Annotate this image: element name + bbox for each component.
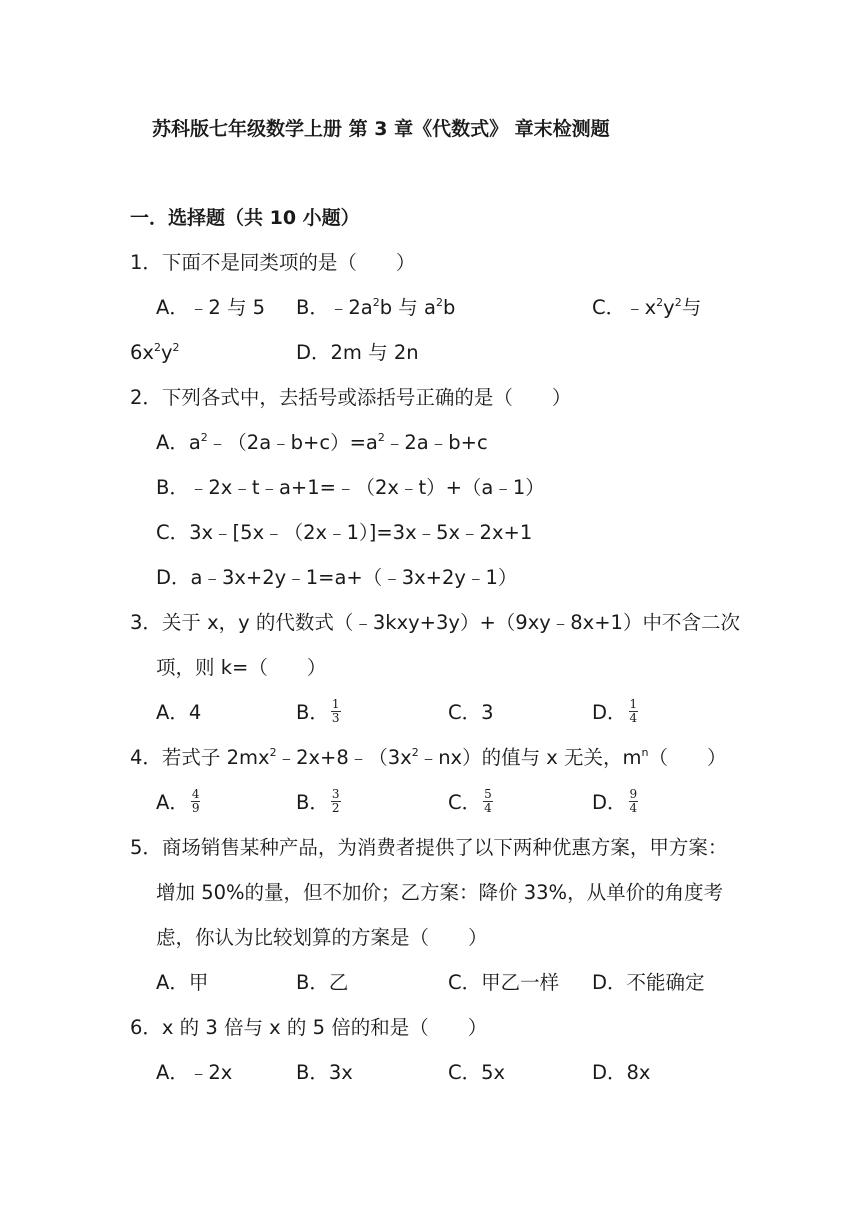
q1-option-b: B．$﹣2a^2b$ 与 $a^2b$ bbox=[296, 296, 456, 319]
fraction: $\frac{1}{3}$ bbox=[331, 697, 340, 725]
question-5-stem-line2: 增加 50%的量，但不加价；乙方案：降价 33%，从单价的角度考 bbox=[156, 881, 724, 904]
fraction: $\frac{9}{4}$ bbox=[629, 787, 638, 815]
q4-option-a: A． $\frac{4}{9}$ bbox=[156, 787, 200, 815]
question-6-stem: 6．x 的 3 倍与 x 的 5 倍的和是（ ） bbox=[130, 1016, 488, 1039]
question-3-stem-line1: 3．关于 x，y 的代数式（﹣3kxy+3y）+（9xy﹣8x+1）中不含二次 bbox=[130, 611, 740, 634]
q1-option-a: A．﹣2 与 5 bbox=[156, 296, 266, 319]
q6-option-b: B．3x bbox=[296, 1061, 353, 1084]
q5-option-a: A．甲 bbox=[156, 971, 209, 994]
fraction: $\frac{1}{4}$ bbox=[629, 697, 638, 725]
fraction: $\frac{3}{2}$ bbox=[331, 787, 340, 815]
q6-option-a: A．﹣2x bbox=[156, 1061, 233, 1084]
q1-option-c-continued: $6x^2y^2$ bbox=[130, 341, 180, 364]
question-5-stem-line1: 5．商场销售某种产品，为消费者提供了以下两种优惠方案，甲方案： bbox=[130, 836, 728, 859]
q5-option-c: C．甲乙一样 bbox=[448, 971, 560, 994]
fraction: $\frac{4}{9}$ bbox=[191, 787, 200, 815]
question-1-stem: 1．下面不是同类项的是（ ） bbox=[130, 251, 416, 274]
q5-option-d: D．不能确定 bbox=[592, 971, 705, 994]
q6-option-d: D．8x bbox=[592, 1061, 651, 1084]
question-4-stem: 4．若式子 $2mx^2﹣2x+8﹣(3x^2﹣nx)$的值与 x 无关，$m^n$（ ） bbox=[130, 746, 727, 769]
q3-option-b: B． $\frac{1}{3}$ bbox=[296, 697, 340, 725]
q4-option-d: D． $\frac{9}{4}$ bbox=[592, 787, 638, 815]
q1-option-c: C．$﹣x^2y^2$与 bbox=[592, 296, 702, 319]
q1-option-d: D．2m 与 2n bbox=[296, 341, 419, 364]
question-2-stem: 2．下列各式中，去括号或添括号正确的是（ ） bbox=[130, 386, 572, 409]
q4-option-c: C． $\frac{5}{4}$ bbox=[448, 787, 492, 815]
fraction: $\frac{5}{4}$ bbox=[484, 787, 492, 815]
q2-option-a: A．$a^2﹣(2a﹣b+c)=a^2﹣2a﹣b+c$ bbox=[156, 431, 488, 454]
section-heading: 一．选择题（共 10 小题） bbox=[130, 207, 360, 229]
q4-option-b: B． $\frac{3}{2}$ bbox=[296, 787, 340, 815]
q2-option-d: D．a﹣3x+2y﹣1=a+（﹣3x+2y﹣1） bbox=[156, 566, 518, 589]
q2-option-b: B．﹣2x﹣t﹣a+1=﹣（2x﹣t）+（a﹣1） bbox=[156, 476, 545, 499]
question-3-stem-line2: 项，则 k=（ ） bbox=[156, 656, 327, 679]
q3-option-d: D． $\frac{1}{4}$ bbox=[592, 697, 638, 725]
q3-option-a: A．4 bbox=[156, 701, 202, 724]
q6-option-c: C．5x bbox=[448, 1061, 506, 1084]
question-5-stem-line3: 虑，你认为比较划算的方案是（ ） bbox=[156, 926, 488, 949]
q5-option-b: B．乙 bbox=[296, 971, 349, 994]
document-title: 苏科版七年级数学上册 第 3 章《代数式》 章末检测题 bbox=[152, 118, 610, 140]
q3-option-c: C．3 bbox=[448, 701, 494, 724]
q2-option-c: C．3x﹣[5x﹣（2x﹣1）]=3x﹣5x﹣2x+1 bbox=[156, 521, 533, 544]
